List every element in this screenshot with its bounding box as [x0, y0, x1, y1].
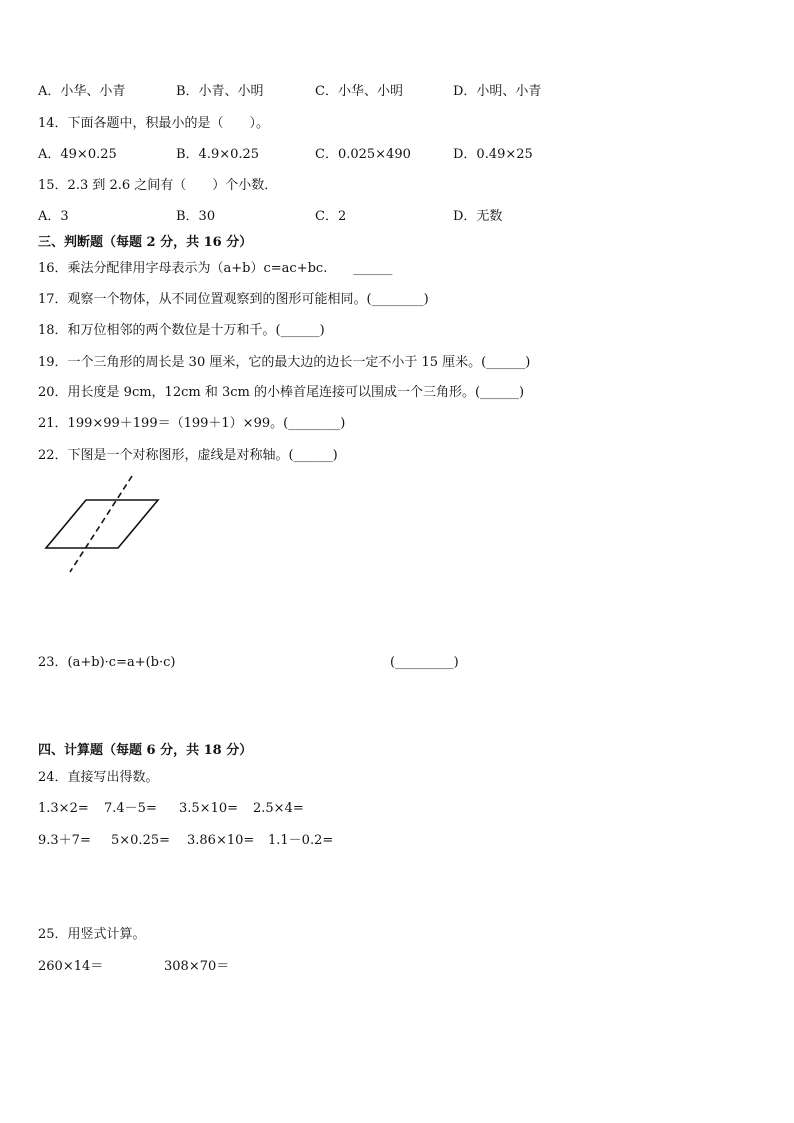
q20: 20．用长度是 9cm，12cm 和 3cm 的小棒首尾连接可以围成一个三角形。(______) — [38, 385, 525, 400]
q15-option-b: B．30 — [176, 209, 216, 224]
q23-stem: 23．(a+b)·c=a+(b·c) — [38, 655, 176, 670]
parallelogram-shape — [46, 500, 158, 548]
q15-option-a: A．3 — [38, 209, 69, 224]
q17: 17．观察一个物体，从不同位置观察到的图形可能相同。(________) — [38, 292, 429, 307]
q14-option-d: D．0.49×25 — [453, 147, 533, 162]
q14-option-b: B．4.9×0.25 — [176, 147, 260, 162]
q13-option-a: A．小华、小青 — [38, 84, 126, 99]
q13-option-c: C．小华、小明 — [315, 84, 403, 99]
parallelogram-figure — [40, 474, 170, 576]
q24-item: 1.3×2= — [38, 801, 89, 816]
q16: 16．乘法分配律用字母表示为（a+b）c=ac+bc. ______ — [38, 261, 393, 276]
q14-option-a: A．49×0.25 — [38, 147, 117, 162]
q24-item: 7.4－5= — [104, 801, 157, 816]
q24-item: 3.86×10= — [187, 833, 255, 848]
q13-option-b: B．小青、小明 — [176, 84, 264, 99]
q15-stem: 15．2.3 到 2.6 之间有（ ）个小数． — [38, 178, 278, 193]
q24-item: 5×0.25= — [111, 833, 171, 848]
q18: 18．和万位相邻的两个数位是十万和千。(______) — [38, 323, 325, 338]
q24-stem: 24．直接写出得数。 — [38, 770, 159, 785]
q24-item: 3.5×10= — [179, 801, 239, 816]
dashed-axis-line — [70, 476, 132, 572]
q21: 21．199×99＋199＝（199＋1）×99。(________) — [38, 416, 346, 431]
q13-option-d: D．小明、小青 — [453, 84, 542, 99]
q14-stem: 14．下面各题中，积最小的是（ ）。 — [38, 116, 270, 131]
q19: 19．一个三角形的周长是 30 厘米，它的最大边的边长一定不小于 15 厘米。(______) — [38, 355, 531, 370]
section-3-title: 三、判断题（每题 2 分，共 16 分） — [38, 235, 253, 250]
q24-item: 9.3＋7= — [38, 833, 91, 848]
q22: 22．下图是一个对称图形，虚线是对称轴。(______) — [38, 448, 338, 463]
q15-option-d: D．无数 — [453, 209, 503, 224]
q23-answer-blank[interactable]: (_________) — [390, 655, 459, 670]
q25-stem: 25．用竖式计算。 — [38, 927, 146, 942]
q25-item: 308×70＝ — [164, 959, 230, 974]
q25-item: 260×14＝ — [38, 959, 104, 974]
q24-item: 1.1－0.2= — [268, 833, 334, 848]
q14-option-c: C．0.025×490 — [315, 147, 411, 162]
q15-option-c: C．2 — [315, 209, 347, 224]
q24-item: 2.5×4= — [253, 801, 304, 816]
section-4-title: 四、计算题（每题 6 分，共 18 分） — [38, 743, 253, 758]
